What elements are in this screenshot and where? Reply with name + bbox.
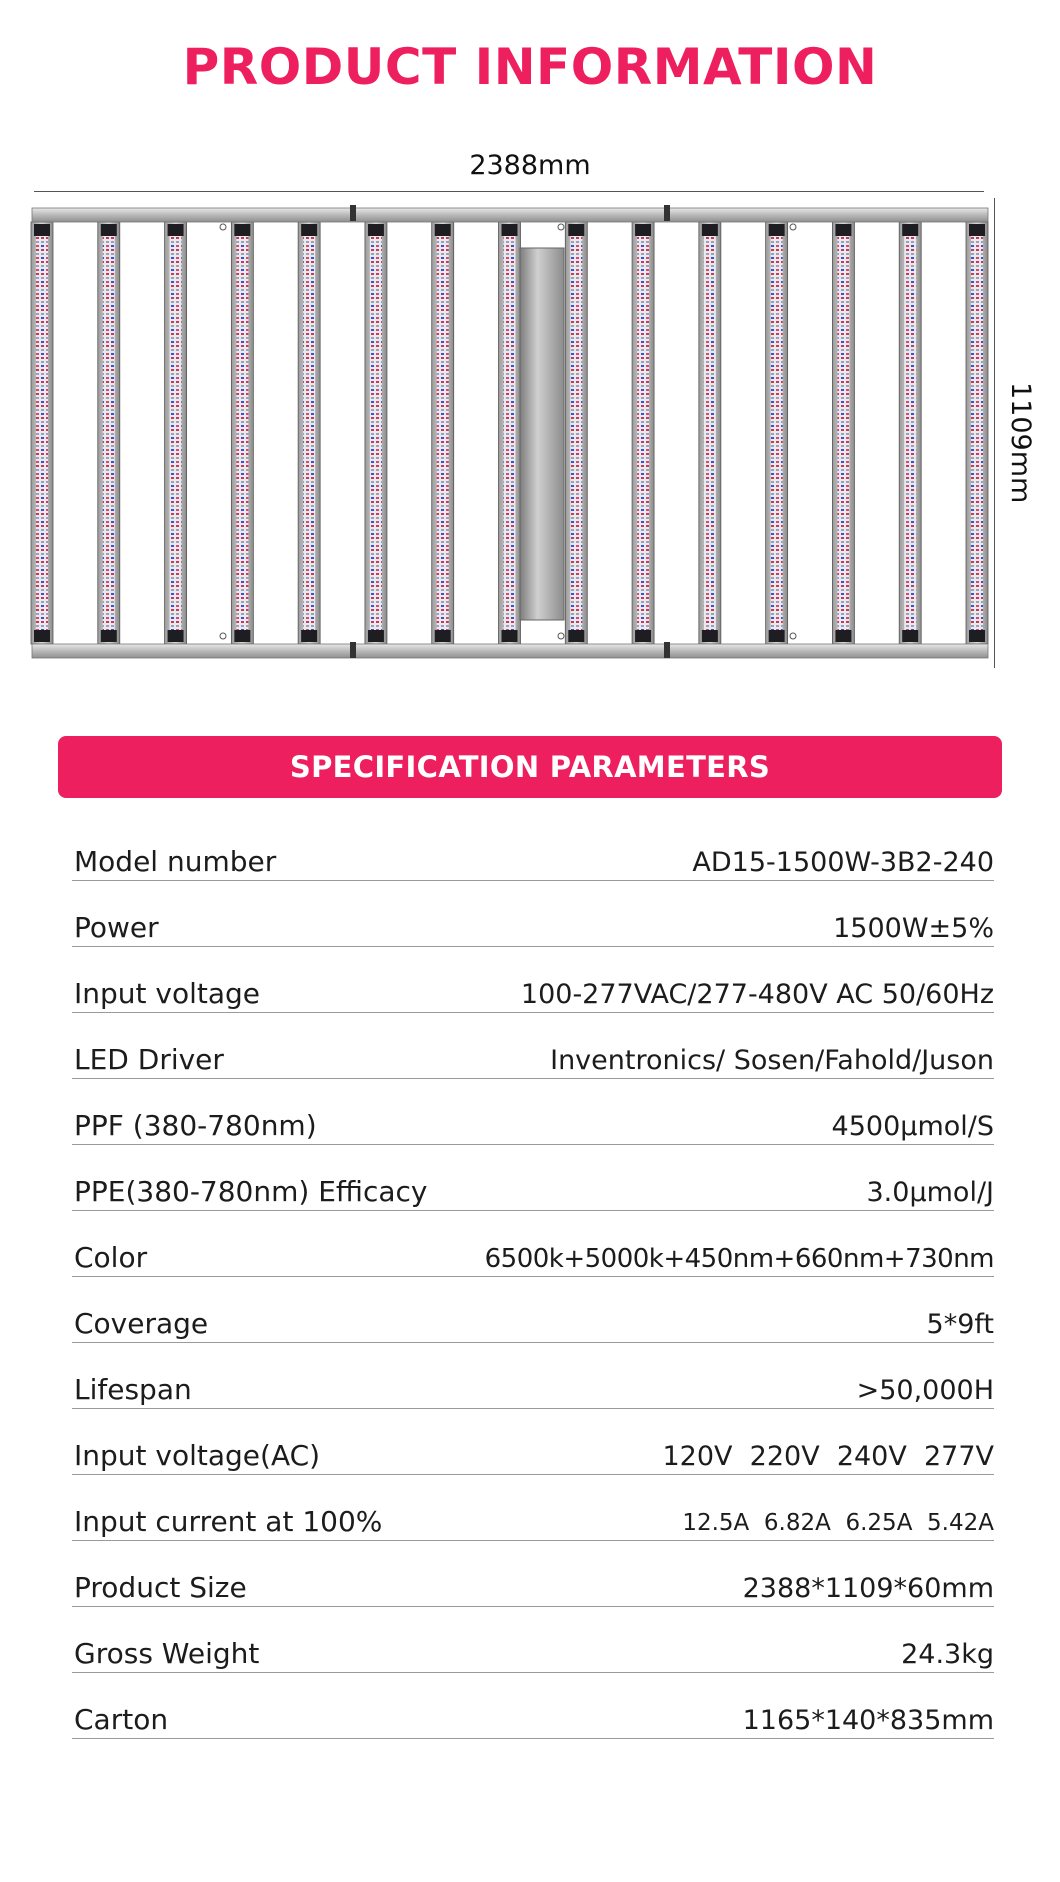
spec-label: Color: [74, 1241, 148, 1274]
spec-label: Lifespan: [74, 1373, 192, 1406]
led-bar-endcap: [902, 630, 918, 642]
spec-label: PPF (380-780nm): [74, 1109, 317, 1142]
spec-row: [72, 815, 994, 881]
led-bars-group: [31, 222, 988, 644]
led-strip: [437, 236, 449, 630]
led-bar-endcap: [34, 630, 50, 642]
led-bar-endcap: [301, 630, 317, 642]
led-strip: [236, 236, 248, 630]
height-dimension-label: 1109mm: [1005, 382, 1036, 504]
led-bar-endcap: [168, 224, 184, 236]
spec-row: [72, 881, 994, 947]
led-bar-endcap: [368, 224, 384, 236]
spec-row: [72, 1079, 994, 1145]
spec-value: 1165*140*835mm: [742, 1705, 994, 1736]
spec-value: >50,000H: [856, 1375, 994, 1406]
spec-label: Input voltage(AC): [74, 1439, 321, 1472]
spec-value: 5*9ft: [926, 1309, 994, 1340]
led-bar-endcap: [502, 224, 518, 236]
center-driver: [520, 248, 564, 620]
led-bar-endcap: [969, 224, 985, 236]
led-strip: [36, 236, 48, 630]
spec-label: Gross Weight: [74, 1637, 260, 1670]
led-strip: [303, 236, 315, 630]
led-bar-endcap: [769, 630, 785, 642]
led-bar-endcap: [34, 224, 50, 236]
led-strip: [971, 236, 983, 630]
spec-table: [72, 815, 994, 1739]
led-bar-endcap: [568, 224, 584, 236]
spec-value: 120V 220V 240V 277V: [662, 1441, 994, 1472]
led-bar-endcap: [234, 630, 250, 642]
spec-row: [72, 947, 994, 1013]
spec-value: 6500k+5000k+450nm+660nm+730nm: [484, 1244, 994, 1274]
led-bar-endcap: [101, 224, 117, 236]
width-dimension-line: [34, 191, 984, 192]
spec-label: LED Driver: [74, 1043, 224, 1076]
led-bar-endcap: [435, 630, 451, 642]
width-dimension-label: 2388mm: [469, 150, 591, 181]
led-bar-endcap: [835, 630, 851, 642]
led-strip: [370, 236, 382, 630]
spec-row: [72, 1607, 994, 1673]
page-title: PRODUCT INFORMATION: [182, 38, 878, 96]
spec-value: Inventronics/ Sosen/Fahold/Juson: [550, 1045, 994, 1076]
spec-value: 100-277VAC/277-480V AC 50/60Hz: [520, 979, 994, 1010]
spec-section-header: SPECIFICATION PARAMETERS: [58, 736, 1002, 798]
led-strip: [570, 236, 582, 630]
led-strip: [904, 236, 916, 630]
led-bar-endcap: [902, 224, 918, 236]
led-bar-endcap: [502, 630, 518, 642]
led-bar-endcap: [635, 224, 651, 236]
spec-label: Power: [74, 911, 159, 944]
bottom-frame-rail: [32, 644, 988, 658]
spec-label: Coverage: [74, 1307, 209, 1340]
led-bar-endcap: [435, 224, 451, 236]
led-strip: [504, 236, 516, 630]
spec-row: [72, 1145, 994, 1211]
spec-value: 12.5A 6.82A 6.25A 5.42A: [682, 1510, 994, 1536]
spec-row: [72, 1343, 994, 1409]
spec-value: 3.0μmol/J: [866, 1177, 994, 1208]
led-bar-endcap: [969, 630, 985, 642]
led-strip: [170, 236, 182, 630]
spec-label: Product Size: [74, 1571, 247, 1604]
led-bar-endcap: [635, 630, 651, 642]
spec-label: Input voltage: [74, 977, 261, 1010]
height-dimension-line: [994, 198, 995, 668]
led-strip: [771, 236, 783, 630]
led-bar-endcap: [168, 630, 184, 642]
led-bar-endcap: [769, 224, 785, 236]
led-strip: [637, 236, 649, 630]
led-bar-endcap: [101, 630, 117, 642]
spec-row: [72, 1475, 994, 1541]
spec-label: PPE(380-780nm) Efficacy: [74, 1175, 428, 1208]
led-bar-endcap: [702, 224, 718, 236]
spec-value: 24.3kg: [901, 1639, 994, 1670]
spec-row: [72, 1211, 994, 1277]
spec-row: [72, 1277, 994, 1343]
spec-row: [72, 1409, 994, 1475]
spec-label: Carton: [74, 1703, 169, 1736]
spec-row: [72, 1541, 994, 1607]
led-bar-endcap: [368, 630, 384, 642]
led-bar-endcap: [234, 224, 250, 236]
led-bar-endcap: [835, 224, 851, 236]
led-strip: [704, 236, 716, 630]
spec-row: [72, 1673, 994, 1739]
spec-label: Input current at 100%: [74, 1505, 383, 1538]
spec-value: 4500μmol/S: [831, 1111, 994, 1142]
spec-row: [72, 1013, 994, 1079]
led-strip: [837, 236, 849, 630]
led-bar-endcap: [301, 224, 317, 236]
spec-value: 2388*1109*60mm: [742, 1573, 994, 1604]
spec-label: Model number: [74, 845, 277, 878]
top-frame-rail: [32, 208, 988, 222]
led-bar-endcap: [702, 630, 718, 642]
led-bar-endcap: [568, 630, 584, 642]
grow-light-product-image: [30, 200, 990, 670]
spec-value: 1500W±5%: [833, 913, 994, 944]
led-strip: [103, 236, 115, 630]
spec-value: AD15-1500W-3B2-240: [692, 847, 994, 878]
